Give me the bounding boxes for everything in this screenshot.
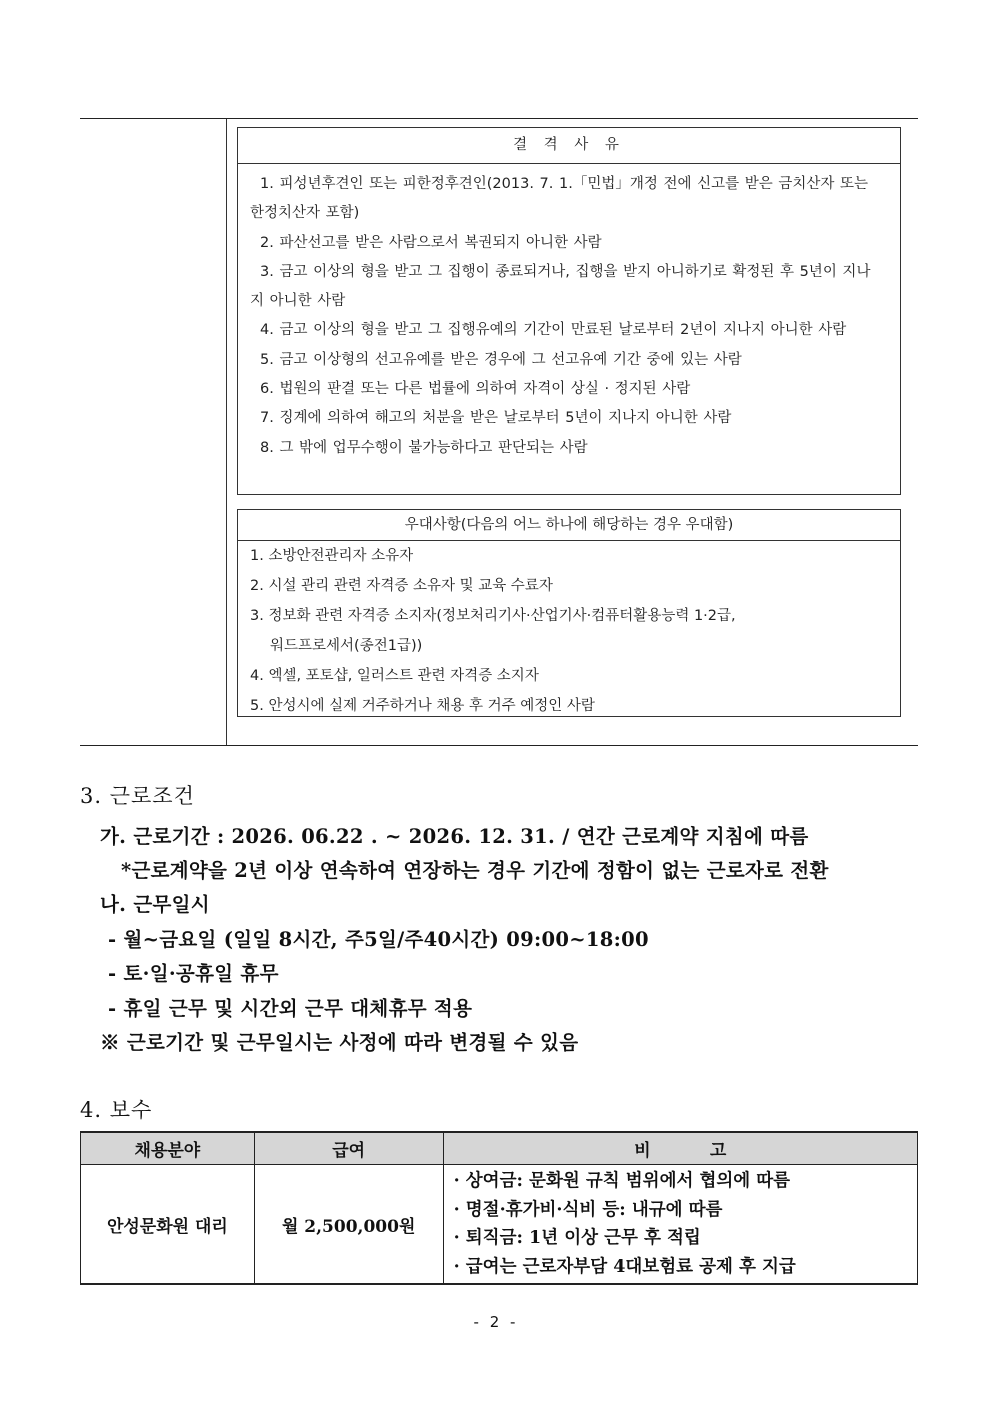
header-notes: 비 고	[443, 1132, 917, 1165]
table-column-divider	[226, 119, 227, 745]
disqualification-heading: 결 격 사 유	[238, 128, 900, 164]
list-item: 6. 법원의 판결 또는 다른 법률에 의하여 자격이 상실 · 정지된 사람	[260, 381, 691, 398]
cell-field: 안성문화원 대리	[81, 1165, 255, 1285]
table-row	[81, 1165, 918, 1285]
list-item: 4. 금고 이상의 형을 받고 그 집행유예의 기간이 만료된 날로부터 2년이 지나지 아니한 사람	[260, 322, 847, 339]
preference-list	[238, 541, 900, 721]
disqualification-list	[238, 164, 900, 463]
disqualification-box	[237, 127, 901, 495]
list-item: 2. 시설 관리 관련 자격증 소유자 및 교육 수료자	[250, 578, 553, 594]
list-item: 1. 피성년후견인 또는 피한정후견인(2013. 7. 1.「민법」개정 전에 신고를 받은 금치산자 또는 한정치산자 포함)	[250, 176, 868, 222]
work-hours-item: - 토·일·공휴일 휴무	[108, 962, 279, 985]
list-item: 5. 금고 이상형의 선고유예를 받은 경우에 그 선고유예 기간 중에 있는 사람	[260, 351, 742, 368]
salary-table	[80, 1131, 918, 1285]
list-item: 1. 소방안전관리자 소유자	[250, 548, 414, 564]
qualification-table	[80, 118, 918, 746]
work-notice: ※ 근로기간 및 근무일시는 사정에 따라 변경될 수 있음	[100, 1031, 579, 1054]
preference-heading: 우대사항(다음의 어느 하나에 해당하는 경우 우대함)	[238, 510, 900, 541]
note-item: · 상여금: 문화원 규칙 범위에서 협의에 따름	[453, 1171, 791, 1191]
section-3-title: 3. 근로조건	[80, 784, 195, 808]
preference-box	[237, 509, 901, 717]
work-hours-item: - 휴일 근무 및 시간외 근무 대체휴무 적용	[108, 997, 473, 1020]
list-item: 3. 금고 이상의 형을 받고 그 집행이 종료되거나, 집행을 받지 아니하기로 확정된 후 5년이 지나지 아니한 사람	[250, 263, 871, 310]
cell-salary: 월 2,500,000원	[254, 1165, 443, 1285]
section-4-title: 4. 보수	[80, 1098, 153, 1122]
cell-notes	[443, 1165, 917, 1285]
list-item: 8. 그 밖에 업무수행이 불가능하다고 판단되는 사람	[260, 439, 588, 456]
table-header-row	[81, 1132, 918, 1165]
note-item: · 퇴직금: 1년 이상 근무 후 적립	[453, 1228, 701, 1248]
work-period-note: *근로계약을 2년 이상 연속하여 연장하는 경우 기간에 정함이 없는 근로자로 전환	[121, 859, 829, 882]
list-item: 5. 안성시에 실제 거주하거나 채용 후 거주 예정인 사람	[250, 698, 595, 714]
list-item: 4. 엑셀, 포토샵, 일러스트 관련 자격증 소지자	[250, 668, 539, 684]
work-hours-item: - 월~금요일 (일일 8시간, 주5일/주40시간) 09:00~18:00	[108, 928, 649, 951]
list-item: 3. 정보화 관련 자격증 소지자(정보처리기사·산업기사·컴퓨터활용능력 1·2급,	[250, 608, 736, 624]
list-item: 7. 징계에 의하여 해고의 처분을 받은 날로부터 5년이 지나지 아니한 사람	[260, 410, 732, 427]
list-item: 2. 파산선고를 받은 사람으로서 복권되지 아니한 사람	[260, 234, 602, 251]
note-item: · 급여는 근로자부담 4대보험료 공제 후 지급	[453, 1256, 796, 1277]
page-number: - 2 -	[473, 1313, 519, 1331]
work-period: 가. 근로기간 : 2026. 06.22 . ~ 2026. 12. 31. / 연간 근로계약 지침에 따름	[100, 825, 809, 848]
note-item: · 명절·휴가비·식비 등: 내규에 따름	[453, 1199, 723, 1220]
header-field: 채용분야	[81, 1132, 255, 1165]
work-hours-title: 나. 근무일시	[100, 893, 210, 916]
list-item-continuation: 워드프로세서(종전1급))	[270, 638, 423, 654]
header-salary: 급여	[254, 1132, 443, 1165]
